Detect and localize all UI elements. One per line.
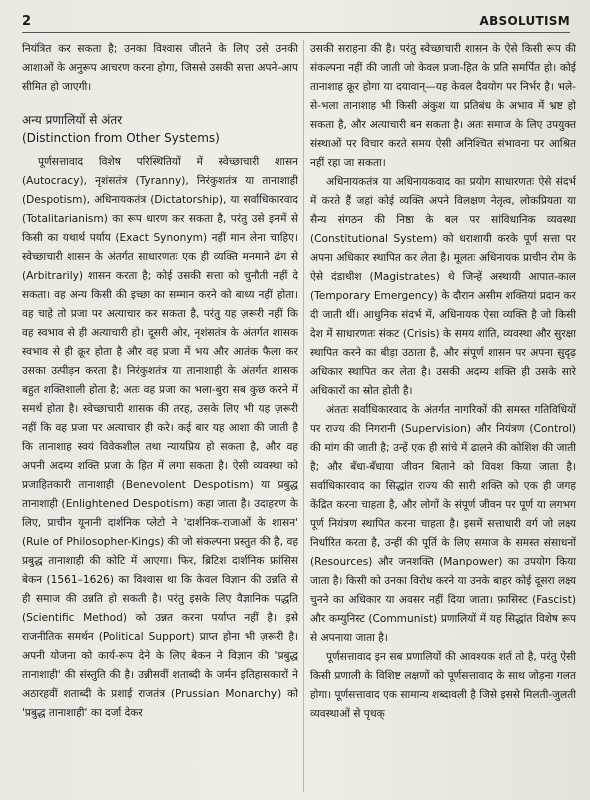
column-divider <box>303 40 304 792</box>
running-head: ABSOLUTISM <box>479 14 570 28</box>
section-heading <box>22 111 298 147</box>
section-title-hindi: अन्य प्रणालियों से अंतर <box>22 113 123 127</box>
distinction-paragraph: पूर्णसत्तावाद विशेष परिस्थितियों में स्वेच्छाचारी शासन (Autocracy), नृशंसतंत्र (Tyranny), निरंकुशतंत्र या तानाशाही (Despotism), अधिनायकतंत्र (Dictatorship), या सर्वाधिकारवाद (Totalitarianism) का रूप धारण कर सकता है, परंतु उसे इनमें से किसी का यथार्थ पर्याय (Exact Synonym) नहीं मान लेना चाहिए। स्वेच्छाचारी शासन के अंतर्गत साधारणतः एक ही व्यक्ति मनमाने ढंग से (Arbitrarily) शासन करता है; कोई उसकी सत्ता को चुनौती नहीं दे सकता। वह अन्य किसी की इच्छा का सम्मान करने को बाध्य नहीं होता। वह चाहे तो प्रजा पर अत्याचार कर सकता है, परंतु यह ज़रूरी नहीं कि वह स्वभाव से ही अत्याचारी हो। दूसरी ओर, नृशंसतंत्र के अंतर्गत शासक स्वभाव से ही क्रूर होता है और वह प्रजा में भय और आतंक फैला कर उसका उत्पीड़न करता है। निरंकुशतंत्र या तानाशाही के अंतर्गत शासक बहुत शक्तिशाली होता है; अतः वह प्रजा का भला-बुरा सब कुछ करने में समर्थ होता है। स्वेच्छाचारी शासक की तरह, उसके लिए भी यह ज़रूरी नहीं कि वह प्रजा पर अत्याचार ही करे। कई बार यह आशा की जाती है कि तानाशाह स्वयं विवेकशील तथा न्यायप्रिय हो सकता है, और वह अपनी अदम्य शक्ति प्रजा के हित में लगा सकता है। ऐसी व्यवस्था को प्रजाहितकारी तानाशाही (Benevolent Despotism) या प्रबुद्ध तानाशाही (Enlightened Despotism) कहा जाता है। उदाहरण के लिए, प्राचीन यूनानी दार्शनिक प्लेटो ने 'दार्शनिक-राजाओं के शासन' (Rule of Philosopher-Kings) की जो संकल्पना प्रस्तुत की है, वह प्रबुद्ध तानाशाही की कोटि में आएगा। फिर, ब्रिटिश दार्शनिक फ्रांसिस बेकन (1561–1626) का विश्वास था कि केवल विज्ञान की उन्नति से ही समाज की उन्नति हो सकती है। परंतु इसके लिए वैज्ञानिक पद्धति (Scientific Method) को उन्नत करना पर्याप्त नहीं है। इसे राजनीतिक समर्थन (Political Support) प्राप्त होना भी ज़रूरी है। अपनी योजना को कार्य-रूप देने के लिए बेकन ने विज्ञान की 'प्रबुद्ध तानाशाही' की संस्तुति की है। उन्नीसवीं शताब्दी के जर्मन इतिहासकारों ने अठारहवीं शताब्दी के प्रशाई राजतंत्र (Prussian Monarchy) को 'प्रबुद्ध तानाशाही' का दर्जा देकर <box>22 156 298 719</box>
paragraph-autocracy-cont: उसकी सराहना की है। परंतु स्वेच्छाचारी शासन के ऐसे किसी रूप की संकल्पना नहीं की जाती जो केवल प्रजा-हित के प्रति समर्पित हो। कोई तानाशाह क्रूर होगा या दयावान्—यह केवल दैवयोग पर निर्भर है। भले-से-भला तानाशाह भी किसी अंकुश या प्रतिबंध के अभाव में भ्रष्ट हो सकता है, और अत्याचारी बन सकता है। अतः समाज के लिए उपयुक्त संस्थाओं पर विचार करते समय ऐसी अनिश्चित संभावना पर आश्रित नहीं रहा जा सकता। <box>310 43 576 169</box>
left-column <box>22 40 298 792</box>
page-header <box>22 14 570 33</box>
paragraph-dictatorship: अधिनायकतंत्र या अधिनायकवाद का प्रयोग साधारणतः ऐसे संदर्भ में करते हैं जहां कोई व्यक्ति अपने विलक्षण नेतृत्व, लोकप्रियता या सैन्य संगठन की निष्ठा के बल पर सांविधानिक व्यवस्था (Constitutional System) को धराशायी करके पूर्ण सत्ता पर अपना अधिकार स्थापित कर लेता है। मूलतः अधिनायक प्राचीन रोम के ऐसे दंडाधीश (Magistrates) थे जिन्हें अस्थायी आपात-काल (Temporary Emergency) के दौरान असीम शक्तियां प्रदान कर दी जाती थीं। आधुनिक संदर्भ में, अधिनायक ऐसा व्यक्ति है जो किसी देश में साधारणतः संकट (Crisis) के समय शांति, व्यवस्था और सुरक्षा स्थापित करने का बीड़ा उठाता है, और संपूर्ण शासन पर अपना सुदृढ़ अधिकार स्थापित कर लेता है। उसकी अदम्य शक्ति ही उसके सारे अधिकारों का स्रोत होती है। <box>310 176 576 397</box>
section-title-english: (Distinction from Other Systems) <box>22 131 220 145</box>
paragraph-absolutism-summary: पूर्णसत्तावाद इन सब प्रणालियों की आवश्यक शर्त तो है, परंतु ऐसी किसी प्रणाली के विशिष्ट लक्षणों को पूर्णसत्तावाद के साथ जोड़ना गलत होगा। पूर्णसत्तावाद एक सामान्य शब्दावली है जिसे इससे मिलती-जुलती व्यवस्थाओं से पृथक् <box>310 651 576 720</box>
paragraph-totalitarianism: अंततः सर्वाधिकारवाद के अंतर्गत नागरिकों की समस्त गतिविधियों पर राज्य की निगरानी (Supervision) और नियंत्रण (Control) की मांग की जाती है; उन्हें एक ही सांचे में ढालने की कोशिश की जाती है; और बँधा-बँधाया जीवन बिताने को विवश किया जाता है। सर्वाधिकारवाद का सिद्धांत राज्य की सारी शक्ति को एक ही जगह केंद्रित करना चाहता है, और लोगों के संपूर्ण जीवन पर पूर्ण या लगभग पूर्ण नियंत्रण स्थापित करना चाहता है। इसमें सत्ताधारी वर्ग जो लक्ष्य निर्धारित करता है, उन्हीं की पूर्ति के लिए समाज के समस्त संसाधनों (Resources) और जनशक्ति (Manpower) का उपयोग किया जाता है। किसी को उनका विरोध करने या उनके बाहर कोई दूसरा लक्ष्य चुनने का अधिकार या अवसर नहीं दिया जाता। फ़ासिस्ट (Fascist) और कम्युनिस्ट (Communist) प्रणालियों में यह सिद्धांत विशेष रूप से अपनाया जाता है। <box>310 404 576 644</box>
intro-paragraph: नियंत्रित कर सकता है; उनका विश्वास जीतने के लिए उसे उनकी आशाओं के अनुरूप आचरण करना होगा, जिससे उसकी सत्ता अपने-आप सीमित हो जाएगी। <box>22 43 298 93</box>
right-column <box>310 40 576 792</box>
page-number: 2 <box>22 14 32 29</box>
